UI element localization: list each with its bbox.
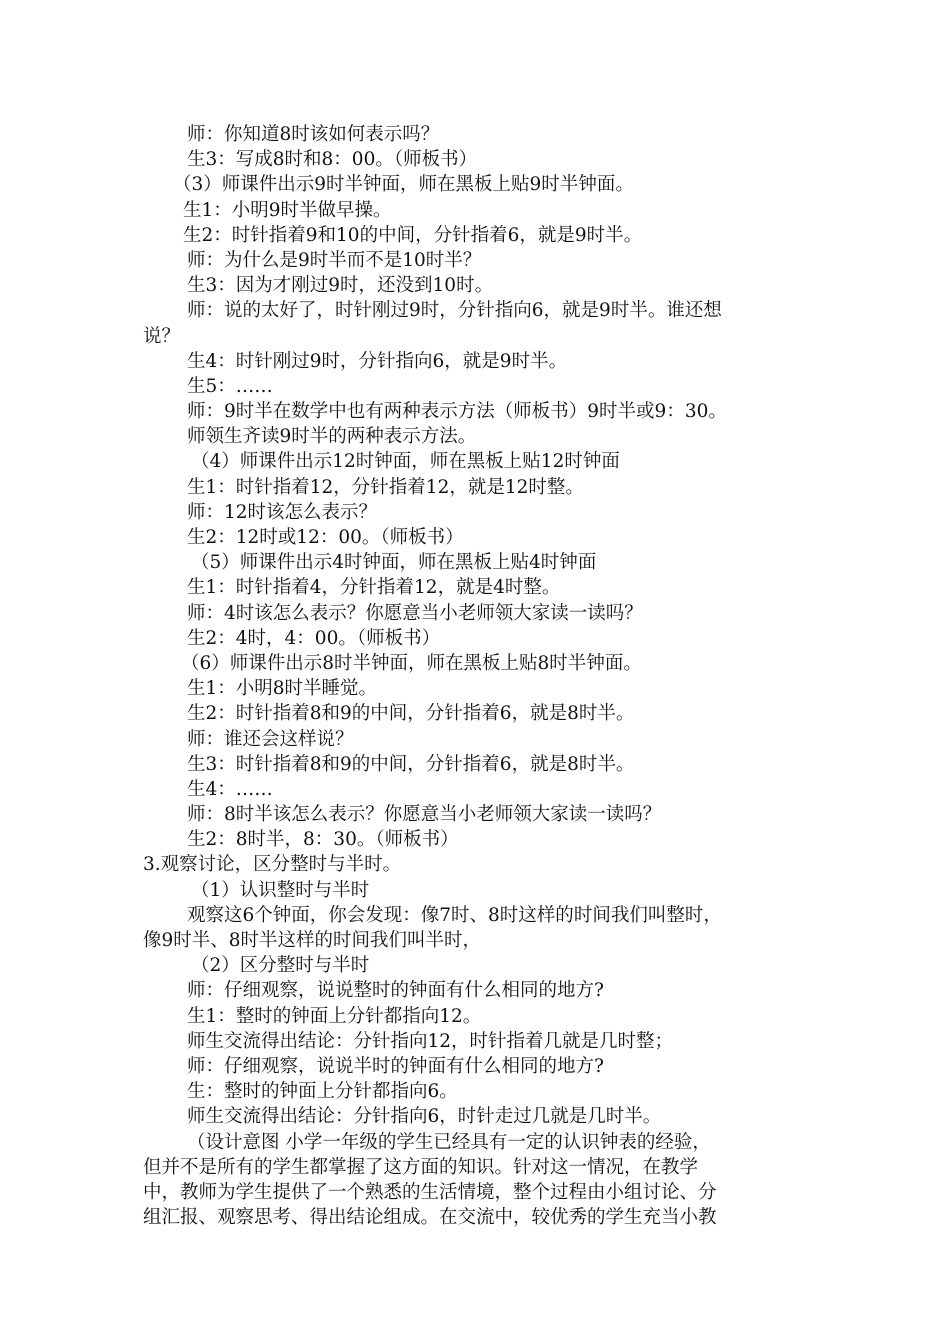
text-line: 师：9时半在数学中也有两种表示方法（师板书）9时半或9：30。 <box>187 401 727 423</box>
design-intent-line: 中，教师为学生提供了一个熟悉的生活情境，整个过程由小组讨论、分 <box>143 1181 717 1203</box>
text-line: 师：你知道8时该如何表示吗？ <box>187 124 440 145</box>
text-line: 生1：时针指着4，分针指着12，就是4时整。 <box>187 577 561 599</box>
text-line: 生2：12时或12：00。（师板书） <box>187 527 464 548</box>
text-line: 生4：…… <box>187 778 273 800</box>
text-line: （5）师课件出示4时钟面，师在黑板上贴4时钟面 <box>191 552 597 574</box>
text-line: 师：8时半该怎么表示？你愿意当小老师领大家读一读吗？ <box>187 804 662 826</box>
design-intent-line: （设计意图 小学一年级的学生已经具有一定的认识钟表的经验， <box>187 1131 711 1153</box>
text-line: 生1：整时的钟面上分针都指向12。 <box>187 1005 482 1027</box>
design-intent-line: 但并不是所有的学生都掌握了这方面的知识。针对这一情况，在教学 <box>143 1156 699 1178</box>
text-line: 生2：4时，4：00。（师板书） <box>187 627 441 649</box>
text-line: 师：仔细观察，说说半时的钟面有什么相同的地方? <box>187 1055 604 1077</box>
section-heading: 3.观察讨论，区分整时与半时。 <box>143 854 402 876</box>
text-line: 师生交流得出结论：分针指向6，时针走过几就是几时半。 <box>187 1106 662 1128</box>
text-line: （6）师课件出示8时半钟面，师在黑板上贴8时半钟面。 <box>181 652 642 674</box>
text-line: 师：说的太好了，时针刚过9时，分针指向6，就是9时半。谁还想 <box>187 300 722 322</box>
text-line: 生1：小明9时半做早操。 <box>183 199 392 221</box>
text-line: 生：整时的钟面上分针都指向6。 <box>187 1081 458 1103</box>
text-line: 师：12时该怎么表示？ <box>187 501 378 523</box>
text-line: 生3：写成8时和8：00。（师板书） <box>187 149 478 171</box>
text-line: 生2：8时半，8：30。（师板书） <box>187 829 459 851</box>
text-line: 像9时半、8时半这样的时间我们叫半时， <box>143 930 482 951</box>
subsection-heading: （2）区分整时与半时 <box>191 955 370 977</box>
design-intent-line: 组汇报、观察思考、得出结论组成。在交流中，较优秀的学生充当小教 <box>143 1207 717 1229</box>
text-line: 生2：时针指着9和10的中间，分针指着6，就是9时半。 <box>183 224 643 246</box>
text-line: 生5：…… <box>187 375 273 397</box>
text-line: 生1：时针指着12，分针指着12，就是12时整。 <box>187 476 584 498</box>
text-line: 生3：时针指着8和9的中间，分针指着6，就是8时半。 <box>187 753 635 775</box>
text-line: 师领生齐读9时半的两种表示方法。 <box>187 426 477 448</box>
text-line: 师：谁还会这样说？ <box>187 728 354 750</box>
text-line: 生3：因为才刚过9时，还没到10时。 <box>187 275 494 297</box>
text-line: 师生交流得出结论：分针指向12，时针指着几就是几时整； <box>187 1030 674 1052</box>
text-line: 师：4时该怎么表示？你愿意当小老师领大家读一读吗？ <box>187 602 643 624</box>
text-line: 师：为什么是9时半而不是10时半？ <box>187 249 482 271</box>
text-line: 说？ <box>143 325 181 347</box>
text-line: （3）师课件出示9时半钟面，师在黑板上贴9时半钟面。 <box>173 174 634 196</box>
text-line: 观察这6个钟面，你会发现：像7时、8时这样的时间我们叫整时， <box>187 904 722 926</box>
text-line: 生4：时针刚过9时，分针指向6，就是9时半。 <box>187 350 568 372</box>
text-line: 师：仔细观察，说说整时的钟面有什么相同的地方? <box>187 980 604 1002</box>
text-line: 生1：小明8时半睡觉。 <box>187 678 378 700</box>
text-line: 生2：时针指着8和9的中间，分针指着6，就是8时半。 <box>187 703 635 725</box>
document-body <box>143 122 815 1230</box>
text-line: （4）师课件出示12时钟面，师在黑板上贴12时钟面 <box>191 451 620 473</box>
subsection-heading: （1）认识整时与半时 <box>191 879 370 901</box>
